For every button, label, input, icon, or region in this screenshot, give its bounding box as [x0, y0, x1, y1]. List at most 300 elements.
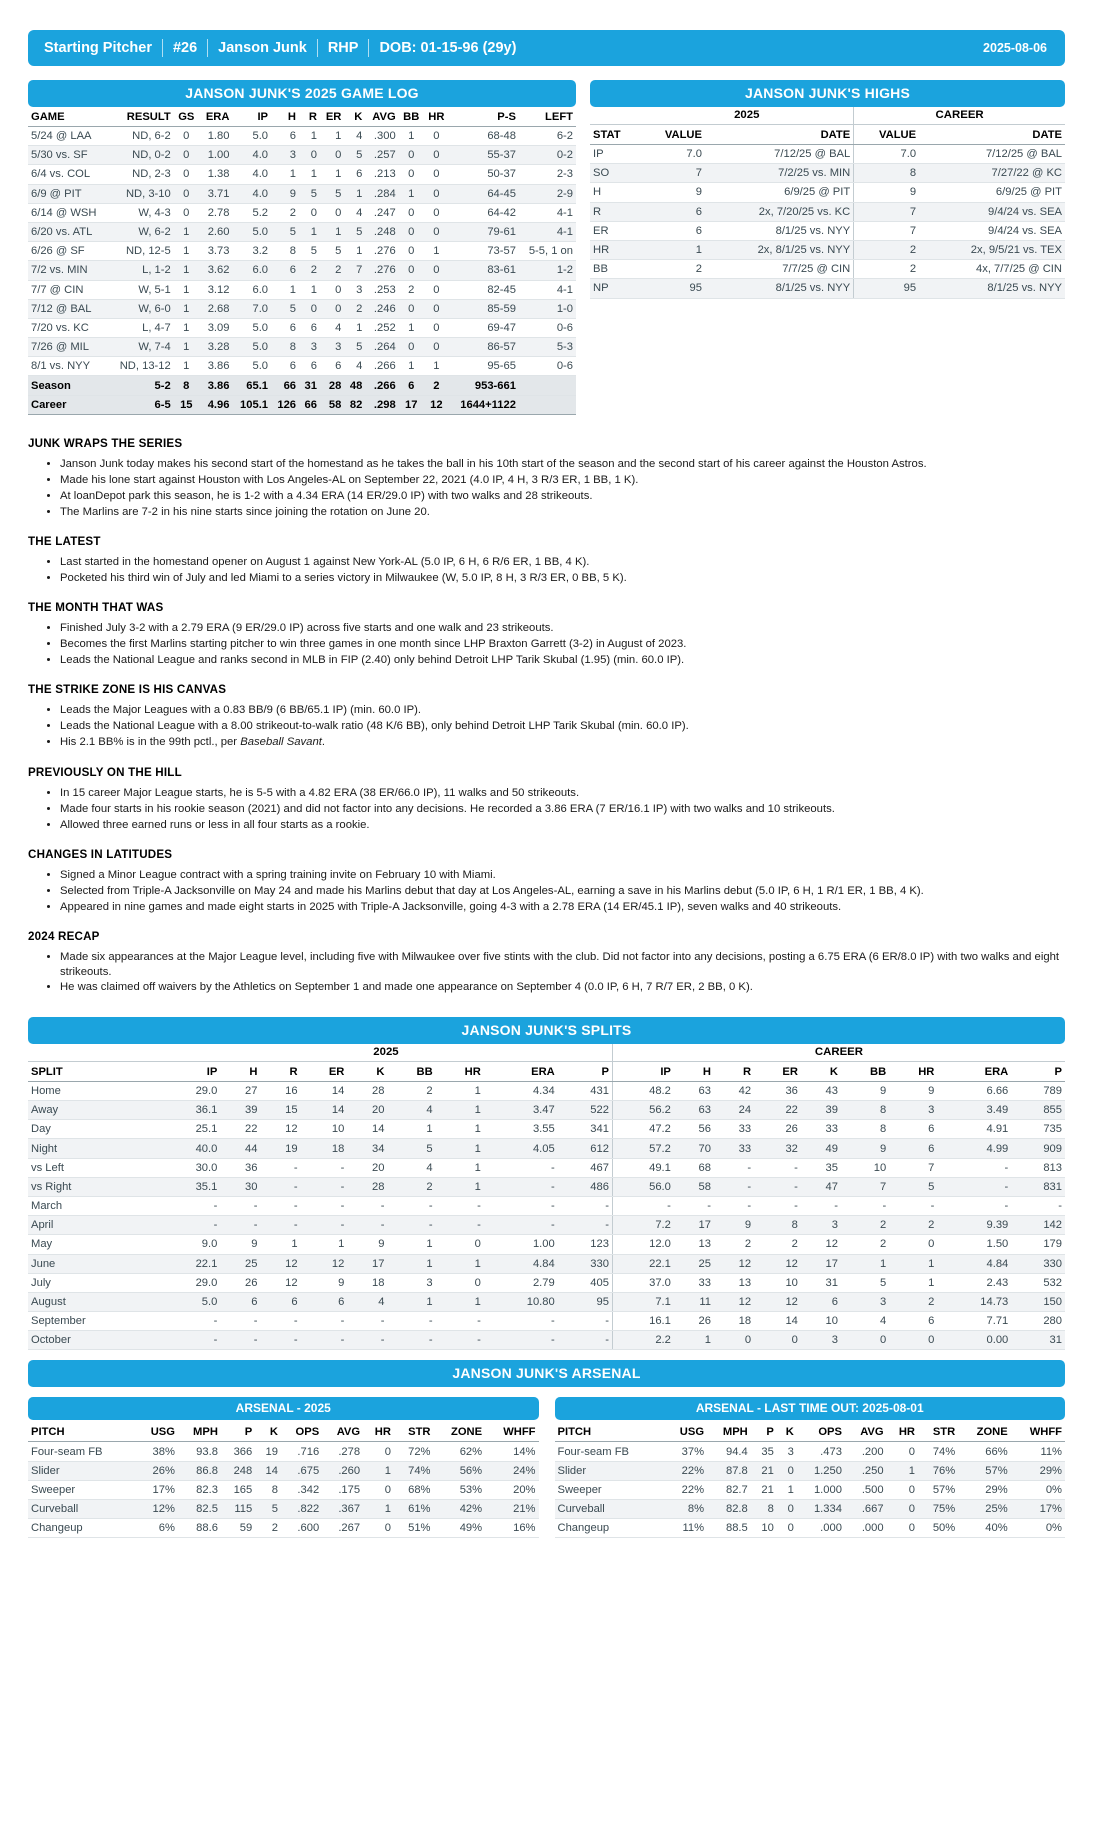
cell: - — [301, 1312, 348, 1331]
cell: 2-3 — [519, 165, 576, 184]
cell: W, 6-0 — [109, 299, 174, 318]
cell: 1 — [299, 222, 320, 241]
cell: .246 — [365, 299, 398, 318]
note-bullet-list — [34, 786, 1065, 832]
cell: - — [436, 1196, 484, 1215]
splits-row — [28, 1254, 1065, 1273]
arsenal-row — [555, 1519, 1066, 1538]
cell: 1 — [299, 127, 320, 146]
highs-table — [590, 107, 1065, 299]
cell: 8 — [854, 164, 919, 183]
cell: 1 — [174, 338, 199, 357]
cell: 115 — [221, 1500, 255, 1519]
highs-row — [590, 202, 1065, 221]
cell: - — [301, 1196, 348, 1215]
cell: .264 — [365, 338, 398, 357]
cell: 1 — [344, 318, 365, 337]
cell: .284 — [365, 184, 398, 203]
cell: 50% — [918, 1519, 958, 1538]
cell: 5-3 — [519, 338, 576, 357]
cell: 1.80 — [199, 127, 233, 146]
splits-group-2025: 2025 — [160, 1044, 612, 1062]
column-header: STR — [918, 1422, 958, 1442]
arsenal-row — [28, 1442, 539, 1461]
note-bullet: • Janson Junk today makes his second start of the homestand as he takes the ball in his 10th start of the season and the second start of his career against the Houston Astros. — [60, 457, 1065, 471]
cell: March — [28, 1196, 160, 1215]
note-bullet: • At loanDepot park this season, he is 1-2 with a 4.34 ERA (14 ER/29.0 IP) with two walks and 28 strikeouts. — [60, 489, 1065, 503]
cell: 7/26 @ MIL — [28, 338, 109, 357]
cell: 7/27/22 @ KC — [919, 164, 1065, 183]
cell: .252 — [365, 318, 398, 337]
column-header: HR — [424, 107, 449, 127]
cell: 7.2 — [612, 1216, 673, 1235]
column-header: ZONE — [958, 1422, 1010, 1442]
cell: 3.71 — [199, 184, 233, 203]
cell: 9 — [640, 183, 705, 202]
column-header: HR — [363, 1422, 394, 1442]
game-log-row — [28, 146, 576, 165]
cell: 1 — [387, 1254, 435, 1273]
cell: - — [160, 1312, 220, 1331]
cell: 0 — [174, 184, 199, 203]
cell: BB — [590, 260, 640, 279]
cell: - — [220, 1331, 260, 1350]
cell: R — [590, 202, 640, 221]
cell: 58 — [320, 395, 344, 414]
cell: 1644+1122 — [449, 395, 519, 414]
cell: 341 — [558, 1120, 613, 1139]
cell: 6-2 — [519, 127, 576, 146]
cell: .342 — [281, 1480, 322, 1499]
arsenal-season-header-row — [28, 1422, 539, 1442]
cell: .600 — [281, 1519, 322, 1538]
cell: 2 — [271, 203, 299, 222]
cell: 9 — [854, 183, 919, 202]
cell: 82.3 — [178, 1480, 221, 1499]
cell: 5 — [271, 222, 299, 241]
cell: 0 — [399, 299, 424, 318]
cell: 3.28 — [199, 338, 233, 357]
splits-row — [28, 1158, 1065, 1177]
arsenal-season-body — [28, 1442, 539, 1538]
cell: Curveball — [555, 1500, 665, 1519]
cell: 2-9 — [519, 184, 576, 203]
cell: W, 5-1 — [109, 280, 174, 299]
cell: 21 — [751, 1480, 777, 1499]
column-header: ERA — [199, 107, 233, 127]
cell: 2 — [399, 280, 424, 299]
cell: 953-661 — [449, 376, 519, 395]
cell: 34 — [347, 1139, 387, 1158]
cell: 56.2 — [612, 1101, 673, 1120]
cell: H — [590, 183, 640, 202]
cell: .276 — [365, 261, 398, 280]
note-bullet: • Leads the Major Leagues with a 0.83 BB/9 (6 BB/65.1 IP) (min. 60.0 IP). — [60, 703, 1065, 717]
cell: .000 — [797, 1519, 845, 1538]
cell: 0 — [424, 299, 449, 318]
note-bullet-list — [34, 621, 1065, 667]
cell: 2x, 7/20/25 vs. KC — [705, 202, 854, 221]
cell: 56 — [674, 1120, 714, 1139]
cell: 16.1 — [612, 1312, 673, 1331]
column-header: OPS — [281, 1422, 322, 1442]
cell: 4.05 — [484, 1139, 558, 1158]
note-bullet: • Becomes the first Marlins starting pitcher to win three games in one month since LHP Braxton Garrett (3-2) in August of 2023. — [60, 637, 1065, 651]
cell: 12 — [260, 1254, 300, 1273]
cell: 14 — [754, 1312, 801, 1331]
cell: 8/1/25 vs. NYY — [705, 221, 854, 240]
cell: August — [28, 1292, 160, 1311]
cell: 56% — [434, 1461, 486, 1480]
splits-row — [28, 1331, 1065, 1350]
cell: 93.8 — [178, 1442, 221, 1461]
cell: June — [28, 1254, 160, 1273]
cell: .473 — [797, 1442, 845, 1461]
cell: July — [28, 1273, 160, 1292]
cell: 1 — [889, 1254, 937, 1273]
cell: - — [754, 1196, 801, 1215]
cell: 3 — [841, 1292, 889, 1311]
cell: 30.0 — [160, 1158, 220, 1177]
cell: ND, 13-12 — [109, 357, 174, 376]
cell: 1 — [436, 1254, 484, 1273]
game-log-row — [28, 338, 576, 357]
cell: 51% — [394, 1519, 434, 1538]
cell: 6 — [320, 357, 344, 376]
cell: .000 — [845, 1519, 887, 1538]
game-log-row — [28, 261, 576, 280]
cell: 5 — [344, 146, 365, 165]
cell: 1 — [271, 280, 299, 299]
cell: 0 — [320, 280, 344, 299]
note-bullet: • Made his lone start against Houston with Los Angeles-AL on September 22, 2021 (4.0 IP, 4 H, 3 R/3 ER, 1 BB, 1 K). — [60, 473, 1065, 487]
cell: 3.62 — [199, 261, 233, 280]
cell: .260 — [322, 1461, 363, 1480]
cell: 280 — [1011, 1312, 1065, 1331]
cell: 9 — [301, 1273, 348, 1292]
arsenal-row — [555, 1461, 1066, 1480]
note-section-heading: 2024 RECAP — [28, 930, 100, 944]
arsenal-row — [555, 1442, 1066, 1461]
cell: 4.99 — [937, 1139, 1011, 1158]
column-header: DATE — [705, 125, 854, 145]
cell: 1.00 — [199, 146, 233, 165]
cell: 0 — [714, 1331, 754, 1350]
cell: 14% — [485, 1442, 538, 1461]
column-header: ERA — [937, 1061, 1011, 1081]
cell: 79-61 — [449, 222, 519, 241]
cell: 6.66 — [937, 1081, 1011, 1100]
cell: 7/7/25 @ CIN — [705, 260, 854, 279]
splits-group-career: CAREER — [612, 1044, 1065, 1062]
cell: 0 — [424, 203, 449, 222]
cell: .250 — [845, 1461, 887, 1480]
cell: 6 — [299, 318, 320, 337]
note-bullet: • In 15 career Major League starts, he is 5-5 with a 4.82 ERA (38 ER/66.0 IP), 11 walks and 50 strikeouts. — [60, 786, 1065, 800]
cell: 53% — [434, 1480, 486, 1499]
cell: 59 — [221, 1519, 255, 1538]
game-log-row — [28, 299, 576, 318]
note-bullet: • Made four starts in his rookie season (2021) and did not factor into any decisions. He recorded a 3.86 ERA (7 ER/16.1 IP) with two walks and 10 strikeouts. — [60, 802, 1065, 816]
cell: 1.50 — [937, 1235, 1011, 1254]
splits-row — [28, 1196, 1065, 1215]
cell: 2 — [889, 1216, 937, 1235]
cell: 4.84 — [937, 1254, 1011, 1273]
cell: 0 — [424, 318, 449, 337]
cell: 0 — [424, 338, 449, 357]
cell: 0 — [363, 1442, 394, 1461]
cell: 28 — [347, 1081, 387, 1100]
cell: 6 — [299, 357, 320, 376]
cell: 21% — [485, 1500, 538, 1519]
column-header: AVG — [845, 1422, 887, 1442]
cell: 6 — [271, 357, 299, 376]
header-player-name: Janson Junk — [218, 40, 307, 56]
cell: 5.0 — [232, 338, 271, 357]
cell: 11 — [674, 1292, 714, 1311]
header-throwing-hand: RHP — [327, 40, 359, 56]
highs-row — [590, 221, 1065, 240]
cell: 14 — [301, 1101, 348, 1120]
cell: 9 — [889, 1081, 937, 1100]
arsenal-lasttime-title: ARSENAL - LAST TIME OUT: 2025-08-01 — [555, 1397, 1066, 1420]
cell: 6 — [889, 1139, 937, 1158]
cell: - — [484, 1196, 558, 1215]
cell: 7 — [640, 164, 705, 183]
note-section-heading: THE STRIKE ZONE IS HIS CANVAS — [28, 683, 227, 697]
cell: 2 — [344, 299, 365, 318]
cell: 0 — [424, 165, 449, 184]
cell: .298 — [365, 395, 398, 414]
cell: 94.4 — [707, 1442, 751, 1461]
cell: 1 — [320, 222, 344, 241]
cell: 0 — [887, 1500, 918, 1519]
cell: 7 — [889, 1158, 937, 1177]
cell: 35 — [751, 1442, 777, 1461]
cell: 32 — [754, 1139, 801, 1158]
cell: 2 — [754, 1235, 801, 1254]
game-log-total-row — [28, 376, 576, 395]
cell: 909 — [1011, 1139, 1065, 1158]
column-header: ZONE — [434, 1422, 486, 1442]
cell: 8 — [841, 1120, 889, 1139]
cell: 126 — [271, 395, 299, 414]
cell: 1 — [344, 242, 365, 261]
highs-group-blank — [590, 107, 640, 125]
column-header: VALUE — [854, 125, 919, 145]
cell: 1 — [320, 127, 344, 146]
cell: 0 — [174, 203, 199, 222]
cell: 3.73 — [199, 242, 233, 261]
cell: 4.0 — [232, 146, 271, 165]
cell: 3.55 — [484, 1120, 558, 1139]
cell: 0-2 — [519, 146, 576, 165]
cell: 42 — [714, 1081, 754, 1100]
cell: Sweeper — [28, 1480, 136, 1499]
cell: 1 — [436, 1081, 484, 1100]
cell: - — [558, 1216, 613, 1235]
cell: ND, 3-10 — [109, 184, 174, 203]
cell: 789 — [1011, 1081, 1065, 1100]
splits-row — [28, 1139, 1065, 1158]
cell: 6.0 — [232, 261, 271, 280]
cell: - — [937, 1177, 1011, 1196]
cell: 1 — [887, 1461, 918, 1480]
column-header: SPLIT — [28, 1061, 160, 1081]
cell: 12 — [714, 1254, 754, 1273]
cell: 8/1 vs. NYY — [28, 357, 109, 376]
cell: 82-45 — [449, 280, 519, 299]
cell: 5.2 — [232, 203, 271, 222]
cell: 6 — [640, 221, 705, 240]
cell: 87.8 — [707, 1461, 751, 1480]
note-section-heading: JUNK WRAPS THE SERIES — [28, 436, 183, 450]
cell: Four-seam FB — [28, 1442, 136, 1461]
cell: 2 — [387, 1081, 435, 1100]
cell: 75% — [918, 1500, 958, 1519]
cell: 0 — [889, 1235, 937, 1254]
cell: 1 — [174, 318, 199, 337]
cell: - — [260, 1196, 300, 1215]
cell: 0 — [887, 1519, 918, 1538]
cell: 1 — [301, 1235, 348, 1254]
cell: 1 — [174, 280, 199, 299]
cell: - — [484, 1331, 558, 1350]
arsenal-row — [555, 1500, 1066, 1519]
cell: 1 — [436, 1158, 484, 1177]
cell: 2 — [255, 1519, 281, 1538]
header-date-of-birth: DOB: 01-15-96 (29y) — [379, 40, 517, 56]
cell: 15 — [260, 1101, 300, 1120]
cell: 1-2 — [519, 261, 576, 280]
cell: 5-2 — [109, 376, 174, 395]
cell: - — [754, 1158, 801, 1177]
cell: 8/1/25 vs. NYY — [919, 279, 1065, 298]
cell: 47 — [801, 1177, 841, 1196]
cell: 12 — [260, 1273, 300, 1292]
cell: 1 — [387, 1120, 435, 1139]
cell: 0 — [777, 1519, 797, 1538]
splits-body — [28, 1081, 1065, 1350]
cell: 17 — [674, 1216, 714, 1235]
cell: 855 — [1011, 1101, 1065, 1120]
cell: 49 — [801, 1139, 841, 1158]
arsenal-lasttime-header-row — [555, 1422, 1066, 1442]
cell: - — [301, 1177, 348, 1196]
column-header: GS — [174, 107, 199, 127]
cell: 0 — [320, 203, 344, 222]
cell: 4.91 — [937, 1120, 1011, 1139]
arsenal-row — [555, 1480, 1066, 1499]
cell: 2 — [841, 1216, 889, 1235]
cell: 14 — [347, 1120, 387, 1139]
cell: 31 — [801, 1273, 841, 1292]
splits-row — [28, 1292, 1065, 1311]
cell: 6 — [260, 1292, 300, 1311]
column-header: P-S — [449, 107, 519, 127]
column-header: VALUE — [640, 125, 705, 145]
cell: 9/4/24 vs. SEA — [919, 202, 1065, 221]
cell: 6 — [271, 261, 299, 280]
cell: - — [220, 1216, 260, 1235]
cell: 82.5 — [178, 1500, 221, 1519]
cell: 7.1 — [612, 1292, 673, 1311]
cell: 2 — [387, 1177, 435, 1196]
cell: 70 — [674, 1139, 714, 1158]
cell: 57% — [958, 1461, 1010, 1480]
cell: 22% — [664, 1461, 707, 1480]
cell: 26 — [674, 1312, 714, 1331]
column-header: P — [1011, 1061, 1065, 1081]
cell: 150 — [1011, 1292, 1065, 1311]
cell: 4.0 — [232, 165, 271, 184]
cell: ER — [590, 221, 640, 240]
cell: 18 — [347, 1273, 387, 1292]
cell: 831 — [1011, 1177, 1065, 1196]
cell: - — [347, 1331, 387, 1350]
column-header: ER — [754, 1061, 801, 1081]
cell: October — [28, 1331, 160, 1350]
cell: 2 — [320, 261, 344, 280]
cell: 1 — [436, 1292, 484, 1311]
cell: L, 4-7 — [109, 318, 174, 337]
cell: - — [436, 1331, 484, 1350]
cell: 9 — [841, 1139, 889, 1158]
cell: 330 — [1011, 1254, 1065, 1273]
cell: .667 — [845, 1500, 887, 1519]
column-header: K — [255, 1422, 281, 1442]
cell: 57.2 — [612, 1139, 673, 1158]
cell: - — [754, 1177, 801, 1196]
cell: 1 — [387, 1235, 435, 1254]
cell: L, 1-2 — [109, 261, 174, 280]
cell: - — [220, 1196, 260, 1215]
cell: 3 — [320, 338, 344, 357]
column-header: WHFF — [485, 1422, 538, 1442]
cell: 4-1 — [519, 280, 576, 299]
cell: HR — [590, 240, 640, 259]
cell: 0 — [424, 184, 449, 203]
cell: - — [1011, 1196, 1065, 1215]
game-log-row — [28, 165, 576, 184]
cell: 8 — [271, 338, 299, 357]
column-header: R — [260, 1061, 300, 1081]
cell: 4 — [344, 357, 365, 376]
cell: 1 — [436, 1139, 484, 1158]
cell: 6 — [399, 376, 424, 395]
cell: April — [28, 1216, 160, 1235]
cell: 7.0 — [232, 299, 271, 318]
cell: 0% — [1011, 1480, 1065, 1499]
column-header: AVG — [322, 1422, 363, 1442]
cell: .247 — [365, 203, 398, 222]
cell: 1 — [889, 1273, 937, 1292]
cell: 42% — [434, 1500, 486, 1519]
cell: - — [260, 1158, 300, 1177]
cell: 10 — [301, 1120, 348, 1139]
cell: 73-57 — [449, 242, 519, 261]
column-header: MPH — [707, 1422, 751, 1442]
cell: .213 — [365, 165, 398, 184]
cell: 29.0 — [160, 1081, 220, 1100]
cell: .266 — [365, 376, 398, 395]
cell: 5 — [255, 1500, 281, 1519]
column-header: IP — [232, 107, 271, 127]
column-header: USG — [136, 1422, 178, 1442]
cell: 3 — [777, 1442, 797, 1461]
cell: 5.0 — [232, 318, 271, 337]
cell: Changeup — [555, 1519, 665, 1538]
